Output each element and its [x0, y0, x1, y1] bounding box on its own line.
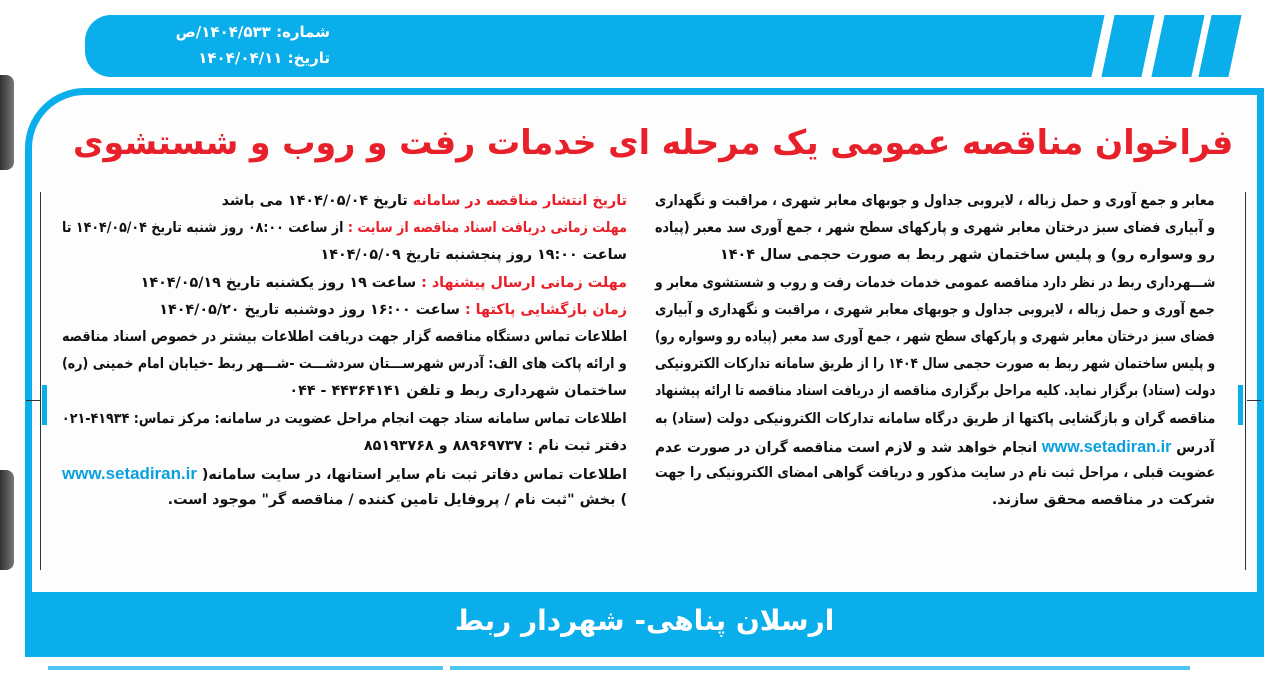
offices-text: اطلاعات تماس دفاتر ثبت نام سایر استانها، در سایت سامانه(	[201, 466, 627, 483]
offices-line	[62, 460, 627, 489]
accent-bar	[1238, 385, 1243, 425]
body-line: مناقصه گران و بازگشایی پاکتها از طریق درگاه سامانه تدارکات الکترونیکی دولت (ستاد) به	[654, 410, 1215, 427]
reference-info	[140, 19, 330, 71]
submit-value: ساعت ۱۹ روز یکشنبه تاریخ ۱۴۰۴/۰۵/۱۹	[140, 274, 417, 291]
submit-label: مهلت زمانی ارسال پیشنهاد :	[421, 274, 627, 291]
setadiran-link[interactable]: www.setadiran.ir	[61, 463, 197, 483]
body-line: فضای سبز درختان معابر شهری و پارکهای سطح شهر ، جمع آوری سد معبر (پیاده رو وسواره رو)	[655, 328, 1215, 345]
last-line: ) بخش "ثبت نام / پروفایل تامین کننده / مناقصه گر" موجود است.	[167, 492, 627, 509]
body-line: معابر و جمع آوری و حمل زباله ، لایروبی جداول و جوبهای معابر شهری ، مراقبت و نگهداری	[655, 193, 1215, 209]
notice-title: فراخوان مناقصه عمومی یک مرحله ای خدمات رفت و روب و شستشوی	[72, 123, 1234, 163]
submit-deadline-line	[141, 270, 627, 297]
docs-deadline-line-2: ساعت ۱۹:۰۰ روز پنجشنبه تاریخ ۱۴۰۴/۰۵/۰۹	[320, 247, 627, 264]
body-line: و پلیس ساختمان شهر ربط به صورت حجمی سال ۱۴۰۴ را از طریق سامانه تدارکات الکترونیکی	[654, 356, 1215, 373]
address-suffix: انجام خواهد شد و لازم است مناقصه گران در صورت عدم	[655, 439, 1038, 456]
bottom-rule	[450, 666, 1190, 670]
contact-line: اطلاعات تماس دستگاه مناقصه گزار جهت دریافت اطلاعات بیشتر در خصوص اسناد مناقصه	[61, 328, 627, 345]
contact-line: اطلاعات تماس سامانه ستاد جهت انجام مراحل عضویت در سامانه: مرکز تماس: ۴۱۹۳۴-۰۲۱	[62, 410, 627, 427]
docs-value: از ساعت ۰۸:۰۰ روز شنبه تاریخ ۱۴۰۴/۰۵/۰۴ تا	[62, 220, 344, 237]
right-column	[655, 188, 1215, 514]
docs-deadline-line	[62, 215, 627, 242]
contact-line: ساختمان شهرداری ربط و تلفن ۴۴۳۶۴۱۴۱ - ۰۴۴	[289, 383, 627, 400]
page-edge-shadow	[0, 75, 14, 170]
header-stripe	[1151, 15, 1204, 77]
page-edge-shadow	[0, 470, 14, 570]
body-line: دولت (ستاد) برگزار نماید. کلیه مراحل برگزاری مناقصه از دریافت اسناد مناقصه تا ارائه پیشنهاد	[654, 383, 1215, 400]
opening-label: زمان بازگشایی پاکتها :	[464, 301, 627, 318]
address-prefix: آدرس	[1176, 439, 1215, 456]
publish-value: تاریخ ۱۴۰۴/۰۵/۰۴ می باشد	[221, 193, 408, 209]
signer-name: ارسلان پناهی- شهردار ربط	[454, 604, 835, 637]
divider-tick	[26, 400, 40, 401]
notice-title-area	[60, 118, 1234, 168]
left-column	[62, 188, 627, 514]
body-line: عضویت قبلی ، مراحل ثبت نام در سایت مذکور و دریافت گواهی امضای الکترونیکی را جهت	[654, 464, 1215, 481]
opening-value: ساعت ۱۶:۰۰ روز دوشنبه تاریخ ۱۴۰۴/۰۵/۲۰	[159, 301, 460, 318]
footer-band	[25, 592, 1264, 650]
column-divider	[40, 192, 41, 570]
header-stripe	[1101, 15, 1154, 77]
docs-label: مهلت زمانی دریافت اسناد مناقصه از سایت :	[347, 220, 627, 237]
publish-label: تاریخ انتشار مناقصه در سامانه	[412, 193, 627, 209]
opening-line	[159, 297, 627, 324]
header-stripe	[1198, 15, 1241, 77]
body-line: جمع آوری و حمل زباله ، لایروبی جداول و جوبهای معابر شهری ، مراقبت و نگهداری و آبیاری	[655, 301, 1215, 318]
bottom-rule	[48, 666, 443, 670]
contact-line: دفتر ثبت نام : ۸۸۹۶۹۷۳۷ و ۸۵۱۹۳۷۶۸	[363, 437, 627, 454]
body-line: و آبیاری فضای سبز درختان معابر شهری و پارکهای سطح شهر ، جمع آوری سد معبر (پیاده	[654, 220, 1215, 237]
reference-number: شماره: ۱۴۰۴/۵۳۳/ص	[175, 23, 330, 41]
reference-date: تاریخ: ۱۴۰۴/۰۴/۱۱	[198, 49, 330, 67]
column-divider	[1245, 192, 1246, 570]
body-line: رو وسواره رو) و پلیس ساختمان شهر ربط به صورت حجمی سال ۱۴۰۴	[720, 247, 1215, 264]
address-line	[655, 433, 1215, 462]
setadiran-link[interactable]: www.setadiran.ir	[1042, 436, 1172, 456]
publish-date-line	[222, 188, 627, 215]
body-line: شـــهرداری ربط در نظر دارد مناقصه عمومی خدمات خدمات رفت و روب و شستشوی معابر و	[654, 274, 1215, 291]
divider-tick	[1247, 400, 1261, 401]
contact-line: و ارائه پاکت های الف: آدرس شهرســـتان سردشـــت -شـــهر ربط -خیابان امام خمینی (ره)	[62, 356, 627, 373]
body-line: شرکت در مناقصه محقق سازند.	[991, 492, 1215, 509]
